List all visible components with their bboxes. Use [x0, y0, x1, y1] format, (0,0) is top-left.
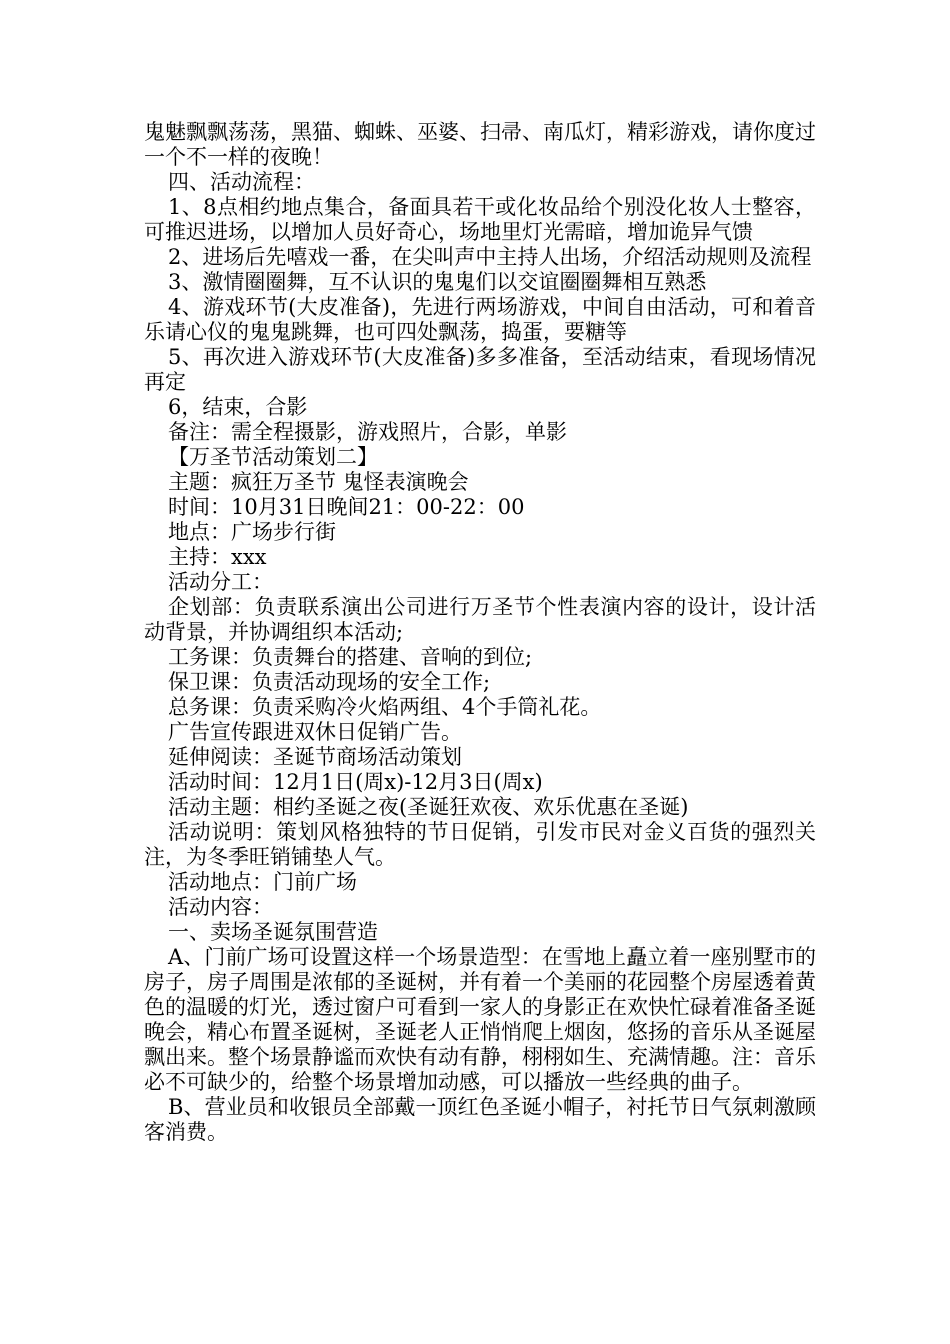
- flow-step-5: 5、再次进入游戏环节(大皮准备)多多准备，至活动结束，看现场情况再定: [144, 345, 816, 394]
- paragraph-intro: 鬼魅飘飘荡荡，黑猫、蜘蛛、巫婆、扫帚、南瓜灯，精彩游戏，请你度过一个不一样的夜晚！: [144, 120, 816, 169]
- event-description: 活动说明：策划风格独特的节日促销，引发市民对金义百货的强烈关注，为冬季旺销铺垫人气。: [144, 820, 816, 869]
- division-security: 保卫课：负责活动现场的安全工作;: [168, 670, 491, 694]
- division-engineering: 工务课：负责舞台的搭建、音响的到位;: [168, 645, 533, 669]
- event-theme-line: 活动主题：相约圣诞之夜(圣诞狂欢夜、欢乐优惠在圣诞): [168, 795, 689, 819]
- theme-line: 主题：疯狂万圣节 鬼怪表演晚会: [168, 470, 469, 494]
- host-line: 主持：xxx: [168, 545, 267, 569]
- time-line: 时间：10月31日晚间21：00-22：00: [168, 495, 525, 519]
- event-location-line: 活动地点：门前广场: [168, 870, 357, 894]
- flow-step-6: 6，结束，合影: [168, 395, 308, 419]
- document-body: [144, 120, 816, 1145]
- event-time-line: 活动时间：12月1日(周x)-12月3日(周x): [168, 770, 543, 794]
- atmosphere-item-a: A、门前广场可设置这样一个场景造型：在雪地上矗立着一座别墅市的房子，房子周围是浓郁的圣诞树，并有着一个美丽的花园整个房屋透着黄色的温暖的灯光，透过窗户可看到一家人的身影正在欢快忙碌着准备圣诞晚会，精心布置圣诞树，圣诞老人正悄悄爬上烟囱，悠扬的音乐从圣诞屋飘出来。整个场景静谧而欢快有动有静，栩栩如生、充满情趣。注：音乐必不可缺少的，给整个场景增加动感，可以播放一些经典的曲子。: [144, 945, 816, 1094]
- extended-reading-line: 延伸阅读：圣诞节商场活动策划: [168, 745, 462, 769]
- atmosphere-item-b: B、营业员和收银员全部戴一顶红色圣诞小帽子，衬托节日气氛刺激顾客消费。: [144, 1095, 816, 1144]
- plan-two-heading: 【万圣节活动策划二】: [168, 445, 378, 469]
- event-content-heading: 活动内容：: [168, 895, 273, 919]
- advertising-line: 广告宣传跟进双休日促销广告。: [168, 720, 462, 744]
- flow-step-3: 3、激情圈圈舞，互不认识的鬼鬼们以交谊圈圈舞相互熟悉: [168, 270, 707, 294]
- flow-step-4: 4、游戏环节(大皮准备)，先进行两场游戏，中间自由活动，可和着音乐请心仪的鬼鬼跳舞，也可四处飘荡，捣蛋，要糖等: [144, 295, 816, 344]
- flow-step-2: 2、进场后先嘻戏一番，在尖叫声中主持人出场，介绍活动规则及流程: [168, 245, 812, 269]
- note-paragraph: 备注：需全程摄影，游戏照片，合影，单影: [168, 420, 567, 444]
- division-heading: 活动分工：: [168, 570, 273, 594]
- division-general: 总务课：负责采购冷火焰两组、4个手筒礼花。: [168, 695, 602, 719]
- flow-step-1: 1、8点相约地点集合，备面具若干或化妆品给个别没化妆人士整容，可推迟进场，以增加人员好奇心，场地里灯光需暗，增加诡异气馈: [144, 195, 816, 244]
- section-heading-atmosphere: 一、卖场圣诞氛围营造: [168, 920, 378, 944]
- division-planning: 企划部：负责联系演出公司进行万圣节个性表演内容的设计，设计活动背景，并协调组织本活动;: [144, 595, 816, 644]
- section-heading-flow: 四、活动流程：: [168, 170, 315, 194]
- location-line: 地点：广场步行街: [168, 520, 336, 544]
